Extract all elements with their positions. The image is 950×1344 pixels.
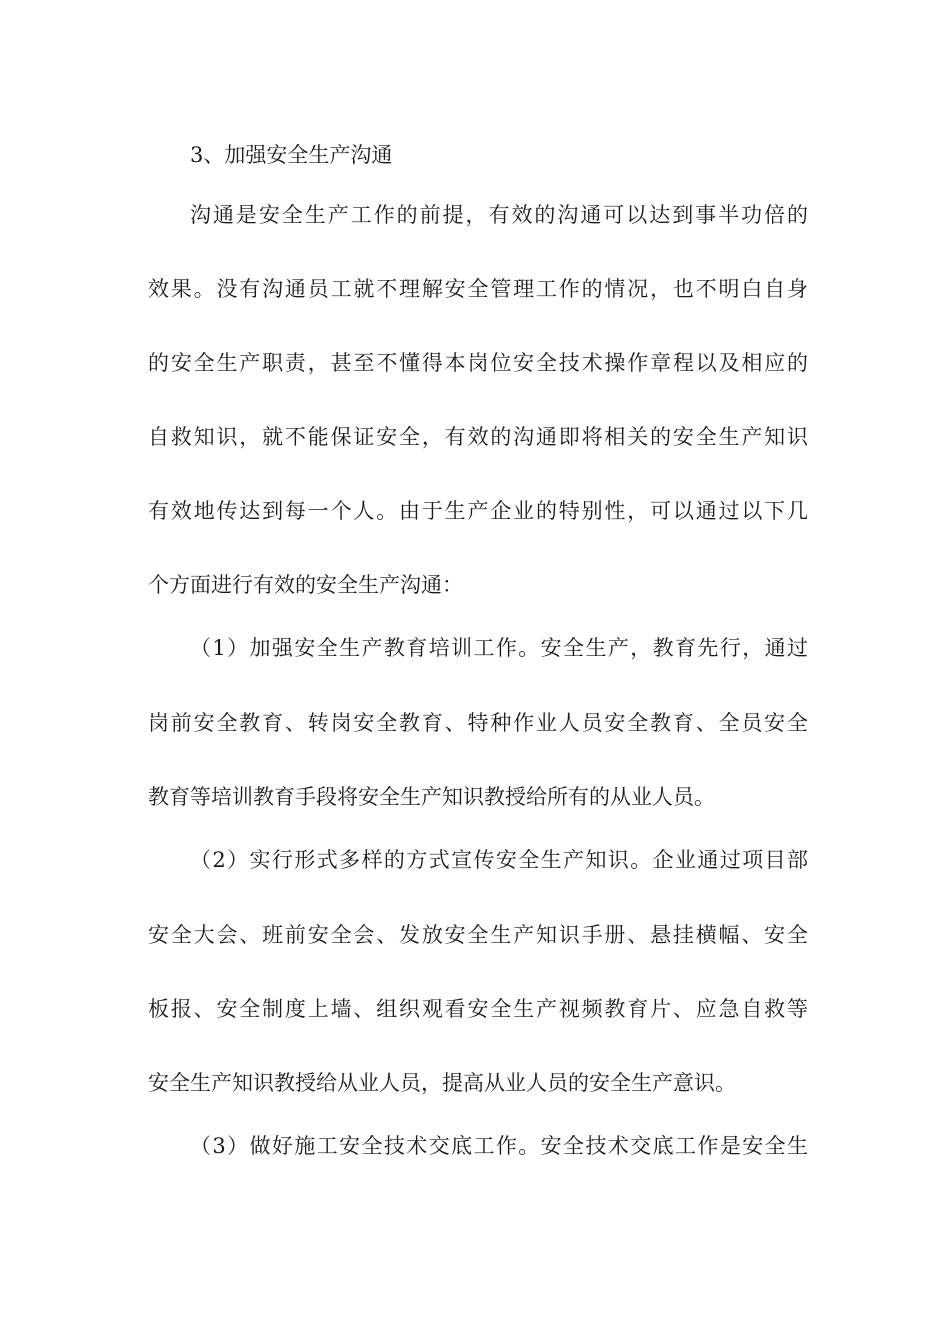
paragraph-line: 有效地传达到每一个人。由于生产企业的特别性，可以通过以下几	[148, 499, 808, 523]
paragraph-line: 安全大会、班前安全会、发放安全生产知识手册、悬挂横幅、安全	[148, 923, 808, 947]
paragraph-line: （1）加强安全生产教育培训工作。安全生产，教育先行，通过	[190, 636, 808, 660]
paragraph-line: 个方面进行有效的安全生产沟通：	[148, 573, 463, 597]
paragraph-line: 沟通是安全生产工作的前提，有效的沟通可以达到事半功倍的	[190, 203, 808, 227]
paragraph-line: 的安全生产职责，甚至不懂得本岗位安全技术操作章程以及相应的	[148, 351, 808, 375]
paragraph-line: 自救知识，就不能保证安全，有效的沟通即将相关的安全生产知识	[148, 425, 808, 449]
paragraph-line: 效果。没有沟通员工就不理解安全管理工作的情况，也不明白自身	[148, 277, 808, 301]
paragraph-line: 教育等培训教育手段将安全生产知识教授给所有的从业人员。	[148, 785, 715, 809]
paragraph-line: 岗前安全教育、转岗安全教育、特种作业人员安全教育、全员安全	[148, 711, 808, 735]
paragraph-line: （3）做好施工安全技术交底工作。安全技术交底工作是安全生	[190, 1134, 808, 1158]
paragraph-line: 板报、安全制度上墙、组织观看安全生产视频教育片、应急自救等	[148, 997, 808, 1021]
paragraph-line: （2）实行形式多样的方式宣传安全生产知识。企业通过项目部	[190, 848, 808, 872]
paragraph-line: 安全生产知识教授给从业人员，提高从业人员的安全生产意识。	[148, 1071, 736, 1095]
section-heading: 3、加强安全生产沟通	[190, 143, 393, 167]
